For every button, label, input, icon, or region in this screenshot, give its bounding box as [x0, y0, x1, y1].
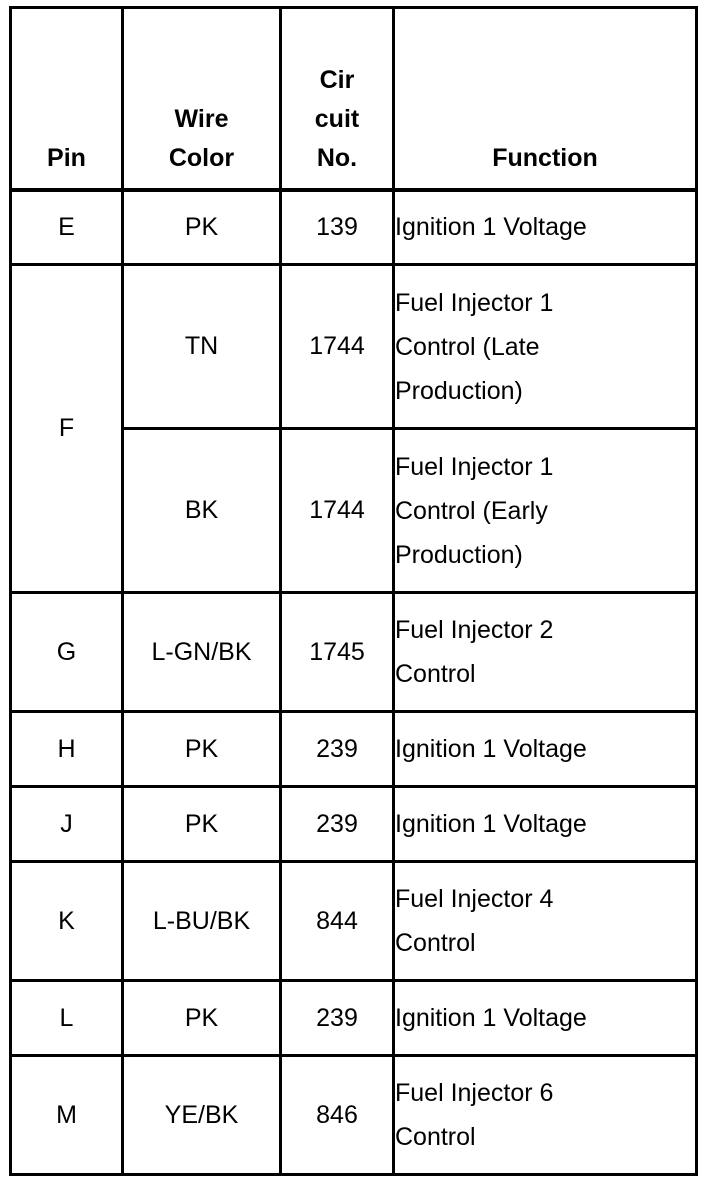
function-line: Control	[395, 1123, 476, 1151]
pin-cell: G	[11, 593, 123, 712]
header-wire-color	[123, 8, 281, 190]
function-line: Ignition 1 Voltage	[395, 213, 587, 242]
circuit-number-cell: 846	[281, 1056, 394, 1175]
function-line: Control (Early	[395, 496, 548, 525]
function-line: Ignition 1 Voltage	[395, 810, 587, 838]
header-pin: Pin	[11, 8, 123, 190]
function-cell	[394, 593, 697, 712]
wire-color-cell: TN	[123, 265, 281, 429]
pin-cell: K	[11, 862, 123, 981]
function-cell	[394, 787, 697, 862]
circuit-number-cell: 1745	[281, 593, 394, 712]
function-line: Fuel Injector 2	[395, 616, 554, 644]
function-cell	[394, 712, 697, 787]
table-row	[11, 190, 697, 265]
wire-color-cell: PK	[123, 981, 281, 1056]
wire-color-cell: PK	[123, 190, 281, 265]
function-line: Fuel Injector 1	[395, 452, 554, 481]
circuit-number-cell: 1744	[281, 265, 394, 429]
wire-color-cell: YE/BK	[123, 1056, 281, 1175]
pin-cell: E	[11, 190, 123, 265]
circuit-number-cell: 139	[281, 190, 394, 265]
wire-color-cell: BK	[123, 429, 281, 593]
circuit-number-cell: 239	[281, 787, 394, 862]
function-line: Production)	[395, 540, 523, 569]
table-row	[11, 712, 697, 787]
pin-cell: F	[11, 265, 123, 593]
wire-color-cell: L-BU/BK	[123, 862, 281, 981]
function-cell	[394, 981, 697, 1056]
table-row	[11, 862, 697, 981]
pin-cell: L	[11, 981, 123, 1056]
function-line: Control	[395, 929, 476, 957]
function-cell	[394, 862, 697, 981]
header-circuit-no	[281, 8, 394, 190]
table-row	[11, 265, 697, 429]
table-row	[11, 787, 697, 862]
table-row	[11, 1056, 697, 1175]
pin-cell: J	[11, 787, 123, 862]
circuit-number-cell: 239	[281, 712, 394, 787]
header-circuit-no-line: cuit	[314, 104, 360, 133]
function-line: Control (Late	[395, 332, 540, 361]
wire-color-cell: PK	[123, 712, 281, 787]
header-wire-color-line: Color	[168, 143, 235, 172]
header-wire-color-line: Wire	[174, 104, 229, 133]
header-function: Function	[394, 8, 697, 190]
circuit-number-cell: 1744	[281, 429, 394, 593]
circuit-number-cell: 844	[281, 862, 394, 981]
function-line: Ignition 1 Voltage	[395, 735, 587, 763]
connector-pinout-table-container	[9, 6, 698, 1176]
connector-pinout-table	[9, 6, 698, 1176]
function-cell	[394, 190, 697, 265]
function-line: Ignition 1 Voltage	[395, 1004, 587, 1032]
function-cell	[394, 1056, 697, 1175]
function-line: Fuel Injector 4	[395, 885, 554, 913]
header-row	[11, 8, 697, 190]
table-row	[11, 593, 697, 712]
wire-color-cell: L-GN/BK	[123, 593, 281, 712]
wire-color-cell: PK	[123, 787, 281, 862]
table-row	[11, 981, 697, 1056]
header-circuit-no-line: No.	[316, 143, 358, 172]
function-line: Production)	[395, 376, 523, 405]
function-line: Fuel Injector 6	[395, 1079, 554, 1107]
pin-cell: H	[11, 712, 123, 787]
function-line: Fuel Injector 1	[395, 288, 554, 317]
header-circuit-no-line: Cir	[319, 65, 355, 94]
circuit-number-cell: 239	[281, 981, 394, 1056]
function-line: Control	[395, 660, 476, 688]
function-cell	[394, 429, 697, 593]
pin-cell: M	[11, 1056, 123, 1175]
function-cell	[394, 265, 697, 429]
